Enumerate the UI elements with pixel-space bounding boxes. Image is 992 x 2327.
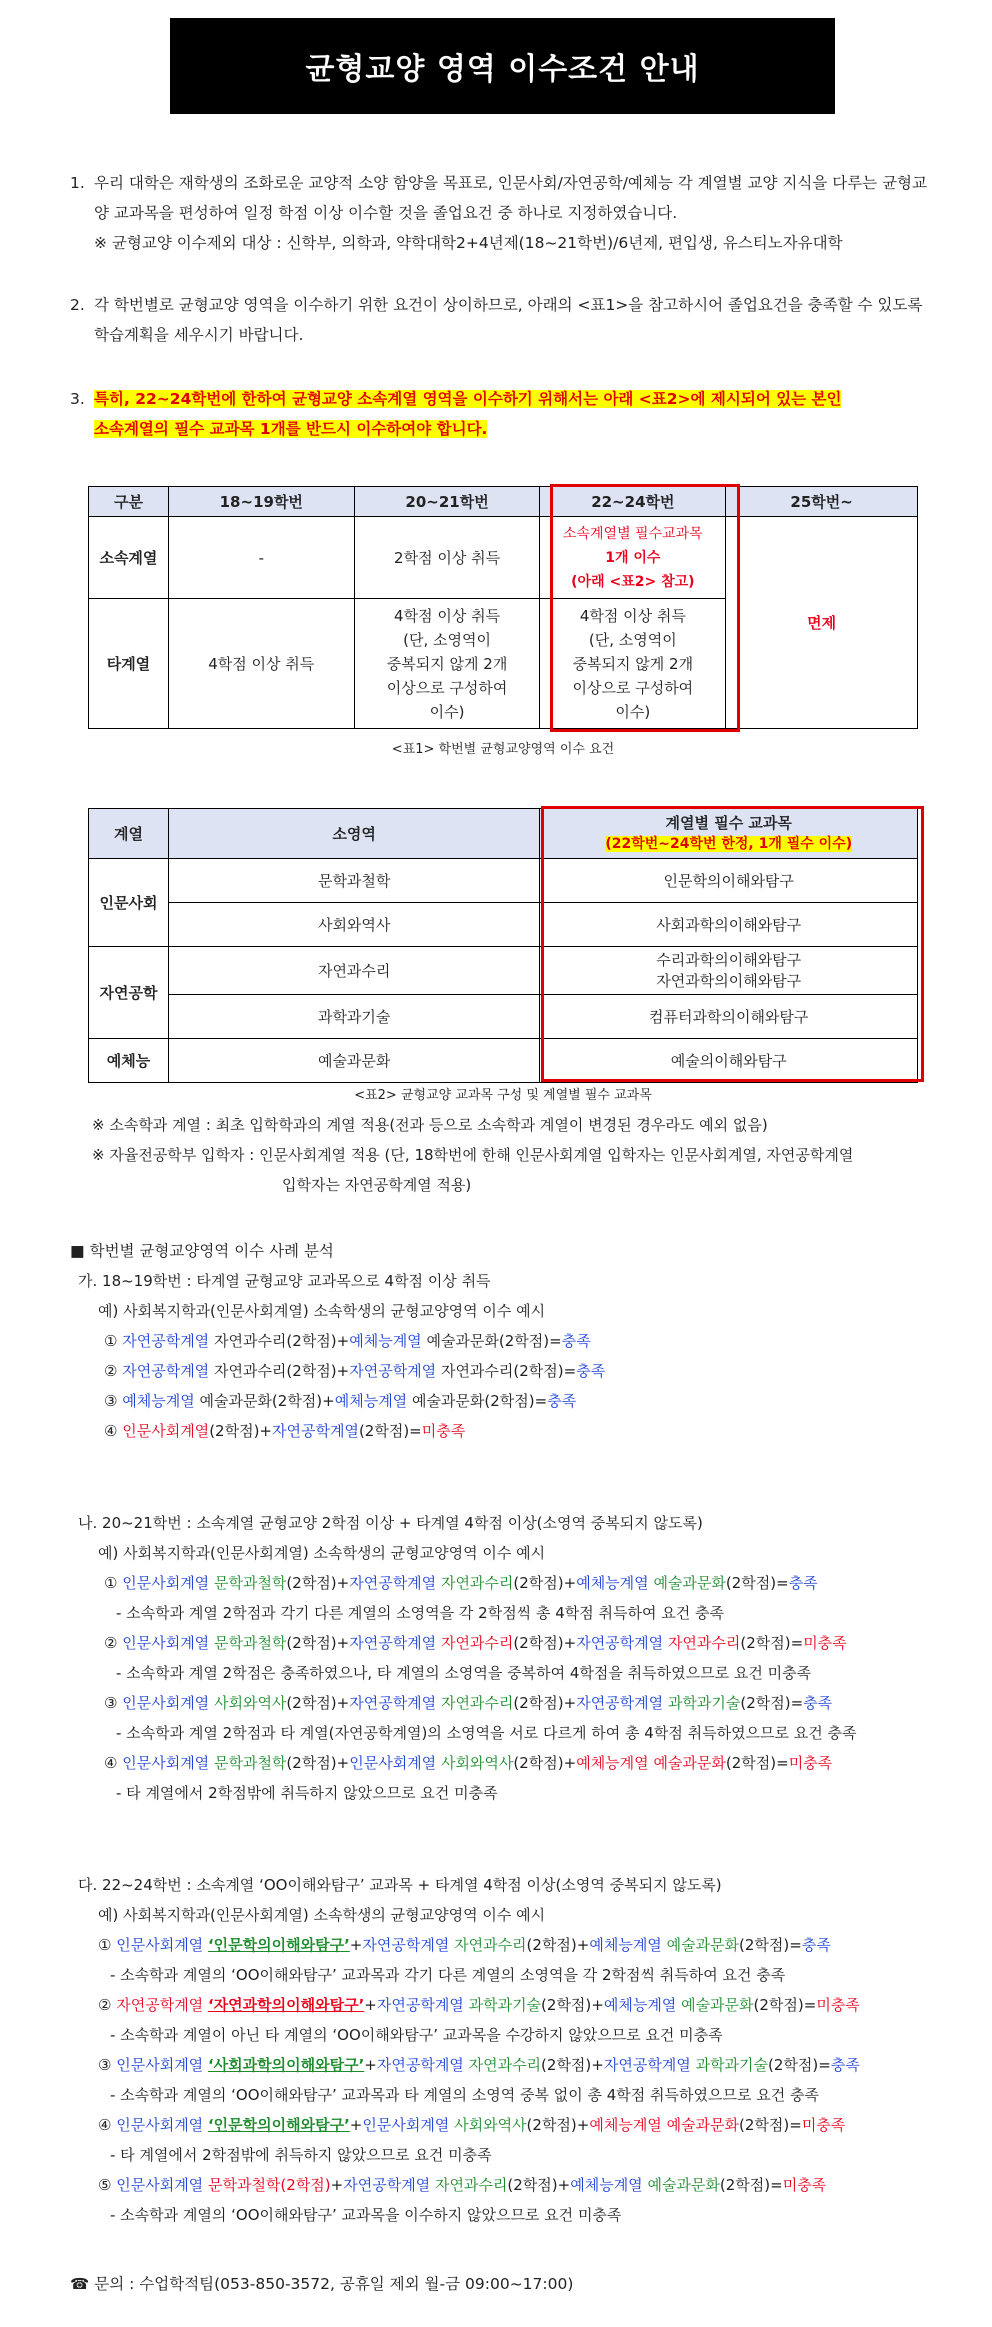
field: 인문사회계열 — [349, 1754, 437, 1772]
item-number: ③ — [98, 2056, 112, 2074]
cell-line: 소속계열별 필수교과목 — [562, 525, 703, 542]
result: 충족 — [561, 1332, 591, 1350]
paragraph-2 — [70, 290, 940, 350]
item-number: ② — [104, 1634, 118, 1652]
paragraph-3-line-2: 소속계열의 필수 교과목 1개를 반드시 이수하여야 합니다. — [94, 420, 488, 438]
result: 충족 — [788, 1574, 818, 1592]
credit: (2학점)= — [739, 1936, 802, 1954]
field: 인문사회계열 — [122, 1694, 210, 1712]
credit: (2학점)= — [740, 1634, 804, 1652]
table-row — [89, 517, 918, 599]
course: 문학과철학 — [213, 1754, 287, 1772]
cell-line: 이상으로 구성하여 — [572, 678, 694, 697]
table-cell: 예술과문화 — [168, 1039, 540, 1083]
required-course: ‘자연과학의이해와탐구’ — [207, 1996, 365, 2014]
na-item-3 — [104, 1688, 832, 1718]
credit: (2학점)+ — [286, 1754, 350, 1772]
ga-item-3 — [104, 1386, 576, 1416]
result: 미충족 — [788, 1754, 833, 1772]
field: 예체능계열 — [122, 1392, 195, 1410]
required-course: ‘사회과학의이해와탐구’ — [207, 2056, 365, 2074]
course: 예술과문화 — [653, 1754, 726, 1772]
na-item-4 — [104, 1748, 832, 1778]
course: 문학과철학 — [213, 1634, 287, 1652]
field: 자연공학계열 — [576, 1694, 664, 1712]
paragraph-3-line-1: 특히, 22~24학번에 한하여 균형교양 소속계열 영역을 이수하기 위해서는 아래 <표2>에 제시되어 있는 본인 — [94, 390, 842, 408]
result: 충족 — [576, 1362, 606, 1380]
analysis-title — [70, 1236, 334, 1266]
na-example: 예) 사회복지학과(인문사회계열) 소속학생의 균형교양영역 이수 예시 — [98, 1544, 546, 1562]
course: 과학과기술 — [667, 1694, 741, 1712]
da-detail-3: - 소속학과 계열의 ‘OO이해와탐구’ 교과목과 타 계열의 소영역 중복 없이 총 4학점 취득하였으므로 요건 충족 — [110, 2086, 819, 2104]
result: 충족 — [801, 1936, 831, 1954]
course: 사회와역사 — [454, 2116, 527, 2134]
da-detail-5: - 소속학과 계열의 ‘OO이해와탐구’ 교과목을 이수하지 않았으므로 요건 미충족 — [110, 2206, 622, 2224]
table-1-header: 18~19학번 — [168, 487, 354, 517]
table-cell: 예술의이해와탐구 — [540, 1039, 918, 1083]
na-head: 나. 20~21학번 : 소속계열 균형교양 2학점 이상 + 타계열 4학점 이상(소영역 중복되지 않도록) — [78, 1514, 703, 1532]
result: 미충족 — [801, 2116, 846, 2134]
header-line: 계열별 필수 교과목 — [665, 814, 792, 832]
da-detail-4: - 타 계열에서 2학점밖에 취득하지 않았으므로 요건 미충족 — [110, 2146, 492, 2164]
course: 예술과문화 — [647, 2176, 720, 2194]
credit: (2학점)+ — [513, 1634, 577, 1652]
item-number: ① — [104, 1332, 118, 1350]
credit: (2학점)+ — [286, 1634, 350, 1652]
table-1-header: 25학번~ — [726, 487, 918, 517]
credit: (2학점)+ — [286, 1694, 350, 1712]
da-detail-1: - 소속학과 계열의 ‘OO이해와탐구’ 교과목과 각기 다른 계열의 소영역을 각 2학점씩 취득하여 요건 충족 — [110, 1966, 786, 1984]
table-2-header: 계열 — [89, 809, 169, 859]
field: 예체능계열 — [589, 2116, 662, 2134]
da-item-4 — [98, 2110, 845, 2140]
table-1-header: 22~24학번 — [540, 487, 726, 517]
ga-item-1 — [104, 1326, 591, 1356]
credit: (2학점)= — [740, 1694, 804, 1712]
table-row — [89, 947, 918, 995]
table-1-header: 구분 — [89, 487, 169, 517]
field: 인문사회계열 — [116, 2176, 204, 2194]
item-number: ④ — [104, 1422, 118, 1440]
table-2-header: 소영역 — [168, 809, 540, 859]
field: 인문사회계열 — [122, 1634, 210, 1652]
table-1 — [88, 486, 918, 729]
field: 예체능계열 — [349, 1332, 422, 1350]
cell-line: 4학점 이상 취득 — [394, 606, 501, 625]
item-number: ③ — [104, 1694, 118, 1712]
item-number: ④ — [98, 2116, 112, 2134]
field: 자연공학계열 — [362, 1936, 450, 1954]
cell-line: (아래 <표2> 참고) — [571, 573, 695, 590]
plus: + — [364, 2056, 377, 2074]
cell-line: 이수) — [615, 702, 651, 721]
credit: (2학점)+ — [513, 1574, 577, 1592]
table-row — [89, 1039, 918, 1083]
result: 충족 — [830, 2056, 860, 2074]
paragraph-1-text: 우리 대학은 재학생의 조화로운 교양적 소양 함양을 목표로, 인문사회/자연공학/예체능 각 계열별 교양 지식을 다루는 균형교양 교과목을 편성하여 일정 학점 이상 이수할 것을 졸업요건 중 하나로 지정하였습니다. — [94, 174, 928, 222]
credit: (2학점)+ — [526, 2116, 590, 2134]
table-cell — [540, 947, 918, 995]
credit: (2학점)+ — [541, 1996, 604, 2014]
paragraph-3 — [70, 384, 940, 444]
credit: (2학점)= — [768, 2056, 831, 2074]
paragraph-2-number: 2. — [70, 296, 85, 314]
na-item-1 — [104, 1568, 818, 1598]
course: (2학점)+ — [209, 1422, 272, 1440]
field: 자연공학계열 — [349, 1574, 437, 1592]
table-cell-highlight — [540, 517, 726, 599]
field: 자연공학계열 — [576, 1634, 664, 1652]
cell-line: 1개 이수 — [605, 549, 661, 566]
credit: (2학점)= — [725, 1754, 789, 1772]
field: 예체능계열 — [570, 2176, 643, 2194]
course: 문학과철학 — [213, 1574, 287, 1592]
table-2-caption: <표2> 균형교양 교과목 구성 및 계열별 필수 교과목 — [354, 1088, 652, 1103]
page-title-banner — [170, 18, 835, 114]
field: 자연공학계열 — [376, 2056, 464, 2074]
field: 자연공학계열 — [116, 1996, 204, 2014]
credit: (2학점)+ — [286, 1574, 350, 1592]
table-cell: 문학과철학 — [168, 859, 540, 903]
na-detail-1: - 소속학과 계열 2학점과 각기 다른 계열의 소영역을 각 2학점씩 총 4학점 취득하여 요건 충족 — [116, 1604, 724, 1622]
field: 인문사회계열 — [122, 1422, 210, 1440]
plus: + — [349, 1936, 363, 1954]
paragraph-3-number: 3. — [70, 390, 85, 408]
table-cell — [540, 599, 726, 729]
credit: (2학점)+ — [526, 1936, 590, 1954]
table-2 — [88, 808, 918, 1083]
course: 문학과철학(2학점) — [207, 2176, 331, 2194]
field: 자연공학계열 — [349, 1634, 437, 1652]
table-cell: - — [168, 517, 354, 599]
course: 자연과수리 — [440, 1574, 514, 1592]
field: 자연공학계열 — [122, 1332, 210, 1350]
cell-line: (단, 소영역이 — [403, 630, 491, 649]
course: 자연과수리(2학점)+ — [213, 1332, 350, 1350]
paragraph-1-note: ※ 균형교양 이수제외 대상 : 신학부, 의학과, 약학대학2+4년제(18~21학번)/6년제, 편입생, 유스티노자유대학 — [94, 234, 843, 252]
result: 미충족 — [782, 2176, 827, 2194]
table-row — [89, 859, 918, 903]
credit: (2학점)= — [719, 2176, 783, 2194]
plus: + — [330, 2176, 344, 2194]
field: 인문사회계열 — [116, 2116, 204, 2134]
table-2-header-row — [89, 809, 918, 859]
cell-line: 이상으로 구성하여 — [386, 678, 508, 697]
table-1-caption: <표1> 학번별 균형교양영역 이수 요건 — [391, 742, 615, 757]
result: 미충족 — [421, 1422, 466, 1440]
field: 예체능계열 — [589, 1936, 662, 1954]
contact-line — [70, 2272, 573, 2294]
required-course: ‘인문학의이해와탐구’ — [207, 2116, 350, 2134]
field: 예체능계열 — [603, 1996, 677, 2014]
table-cell: 과학과기술 — [168, 995, 540, 1039]
field: 자연공학계열 — [376, 1996, 464, 2014]
field: 인문사회계열 — [122, 1754, 210, 1772]
plus: + — [349, 2116, 363, 2134]
course: 사회와역사 — [440, 1754, 514, 1772]
field: 인문사회계열 — [122, 1574, 210, 1592]
credit: (2학점)= — [725, 1574, 789, 1592]
table-cell: 사회와역사 — [168, 903, 540, 947]
ga-example: 예) 사회복지학과(인문사회계열) 소속학생의 균형교양영역 이수 예시 — [98, 1302, 546, 1320]
phone-icon: ☎ — [70, 2275, 90, 2293]
cell-line: 수리과학의이해와탐구 — [656, 950, 802, 969]
course: 자연과수리(2학점)+ — [213, 1362, 350, 1380]
na-detail-4: - 타 계열에서 2학점밖에 취득하지 않았으므로 요건 미충족 — [116, 1784, 498, 1802]
field: 자연공학계열 — [343, 2176, 431, 2194]
cell-line: 자연과학의이해와탐구 — [656, 971, 802, 990]
credit: (2학점)+ — [541, 2056, 604, 2074]
table-2-header — [540, 809, 918, 859]
paragraph-1 — [70, 168, 940, 258]
field: 예체능계열 — [334, 1392, 408, 1410]
item-number: ② — [98, 1996, 112, 2014]
table-row — [89, 995, 918, 1039]
group-label: 자연공학 — [89, 947, 169, 1039]
note-3: 입학자는 자연공학계열 적용) — [282, 1176, 472, 1194]
field: 자연공학계열 — [271, 1422, 359, 1440]
field: 예체능계열 — [576, 1574, 649, 1592]
field: 인문사회계열 — [116, 2056, 204, 2074]
note-1: ※ 소속학과 계열 : 최초 입학학과의 계열 적용(전과 등으로 소속학과 계열이 변경된 경우라도 예외 없음) — [92, 1116, 768, 1134]
field: 인문사회계열 — [362, 2116, 450, 2134]
result: 충족 — [803, 1694, 833, 1712]
table-cell: 자연과수리 — [168, 947, 540, 995]
field: 자연공학계열 — [349, 1694, 437, 1712]
course: 자연과수리 — [667, 1634, 741, 1652]
note-2: ※ 자율전공학부 입학자 : 인문사회계열 적용 (단, 18학번에 한해 인문사회계열 입학자는 인문사회계열, 자연공학계열 — [92, 1146, 854, 1164]
da-head: 다. 22~24학번 : 소속계열 ‘OO이해와탐구’ 교과목 + 타계열 4학점 이상(소영역 중복되지 않도록) — [78, 1876, 722, 1894]
course: 예술과문화 — [681, 1996, 754, 2014]
da-item-1 — [98, 1930, 831, 1960]
table-row — [89, 903, 918, 947]
table-cell: 컴퓨터과학의이해와탐구 — [540, 995, 918, 1039]
credit: (2학점)+ — [507, 2176, 571, 2194]
course: 자연과수리 — [440, 1694, 514, 1712]
contact-text: 문의 : 수업학적팀(053-850-3572, 공휴일 제외 월-금 09:00~17:00) — [94, 2275, 574, 2293]
na-detail-2: - 소속학과 계열 2학점은 충족하였으나, 타 계열의 소영역을 중복하여 4학점을 취득하였으므로 요건 미충족 — [116, 1664, 812, 1682]
ga-head: 가. 18~19학번 : 타계열 균형교양 교과목으로 4학점 이상 취득 — [78, 1272, 491, 1290]
header-line: (22학번~24학번 한정, 1개 필수 이수) — [605, 836, 853, 852]
credit: (2학점)+ — [513, 1754, 577, 1772]
plus: + — [364, 1996, 377, 2014]
cell-line: (단, 소영역이 — [588, 630, 677, 649]
course: 과학과기술 — [468, 1996, 542, 2014]
table-1-header: 20~21학번 — [354, 487, 540, 517]
item-number: ④ — [104, 1754, 118, 1772]
course: 자연과수리 — [440, 1634, 514, 1652]
course: 예술과문화 — [653, 1574, 726, 1592]
item-number: ③ — [104, 1392, 118, 1410]
course: (2학점)= — [358, 1422, 422, 1440]
field: 자연공학계열 — [603, 2056, 691, 2074]
course: 예술과문화(2학점)= — [426, 1332, 562, 1350]
cell-line: 중복되지 않게 2개 — [572, 654, 694, 673]
table-cell: 인문학의이해와탐구 — [540, 859, 918, 903]
course: 자연과수리 — [434, 2176, 508, 2194]
square-bullet-icon: ■ — [70, 1242, 85, 1260]
course: 자연과수리 — [468, 2056, 542, 2074]
table-cell — [354, 599, 540, 729]
item-number: ② — [104, 1362, 118, 1380]
page-title: 균형교양 영역 이수조건 안내 — [305, 52, 700, 87]
paragraph-2-text: 각 학번별로 균형교양 영역을 이수하기 위한 요건이 상이하므로, 아래의 <표1>을 참고하시어 졸업요건을 충족할 수 있도록 학습계획을 세우시기 바랍니다. — [94, 296, 923, 344]
course: 자연과수리 — [454, 1936, 527, 1954]
field: 자연공학계열 — [349, 1362, 437, 1380]
field: 인문사회계열 — [116, 1936, 204, 1954]
row-label: 소속계열 — [89, 517, 169, 599]
course: 예술과문화(2학점)+ — [199, 1392, 335, 1410]
cell-line: 4학점 이상 취득 — [579, 606, 686, 625]
course: 예술과문화 — [666, 1936, 740, 1954]
ga-item-2 — [104, 1356, 605, 1386]
result: 충족 — [547, 1392, 577, 1410]
course: 과학과기술 — [695, 2056, 769, 2074]
course: 사회와역사 — [213, 1694, 287, 1712]
result: 미충족 — [816, 1996, 860, 2014]
field: 예체능계열 — [576, 1754, 649, 1772]
exempt-cell: 면제 — [726, 517, 918, 729]
da-item-2 — [98, 1990, 860, 2020]
ga-item-4 — [104, 1416, 465, 1446]
paragraph-1-number: 1. — [70, 174, 85, 192]
table-cell: 사회과학의이해와탐구 — [540, 903, 918, 947]
table-cell: 4학점 이상 취득 — [168, 599, 354, 729]
required-course: ‘인문학의이해와탐구’ — [207, 1936, 350, 1954]
result: 미충족 — [803, 1634, 847, 1652]
course: 예술과문화 — [666, 2116, 740, 2134]
item-number: ① — [104, 1574, 118, 1592]
cell-line: 중복되지 않게 2개 — [386, 654, 508, 673]
course: 예술과문화(2학점)= — [411, 1392, 548, 1410]
na-detail-3: - 소속학과 계열 2학점과 타 계열(자연공학계열)의 소영역을 서로 다르게 하여 총 4학점 취득하였으므로 요건 충족 — [116, 1724, 857, 1742]
field: 자연공학계열 — [122, 1362, 210, 1380]
da-item-3 — [98, 2050, 860, 2080]
row-label: 타계열 — [89, 599, 169, 729]
item-number: ⑤ — [98, 2176, 112, 2194]
table-1-header-row — [89, 487, 918, 517]
cell-line: 이수) — [429, 702, 465, 721]
group-label: 예체능 — [89, 1039, 169, 1083]
course: 자연과수리(2학점)= — [440, 1362, 577, 1380]
credit: (2학점)+ — [513, 1694, 577, 1712]
da-detail-2: - 소속학과 계열이 아닌 타 계열의 ‘OO이해와탐구’ 교과목을 수강하지 않았으므로 요건 미충족 — [110, 2026, 723, 2044]
analysis-title-text: 학번별 균형교양영역 이수 사례 분석 — [89, 1242, 334, 1260]
credit: (2학점)= — [753, 1996, 817, 2014]
da-item-5 — [98, 2170, 826, 2200]
da-example: 예) 사회복지학과(인문사회계열) 소속학생의 균형교양영역 이수 예시 — [98, 1906, 546, 1924]
credit: (2학점)= — [739, 2116, 802, 2134]
group-label: 인문사회 — [89, 859, 169, 947]
table-cell: 2학점 이상 취득 — [354, 517, 540, 599]
na-item-2 — [104, 1628, 847, 1658]
item-number: ① — [98, 1936, 112, 1954]
